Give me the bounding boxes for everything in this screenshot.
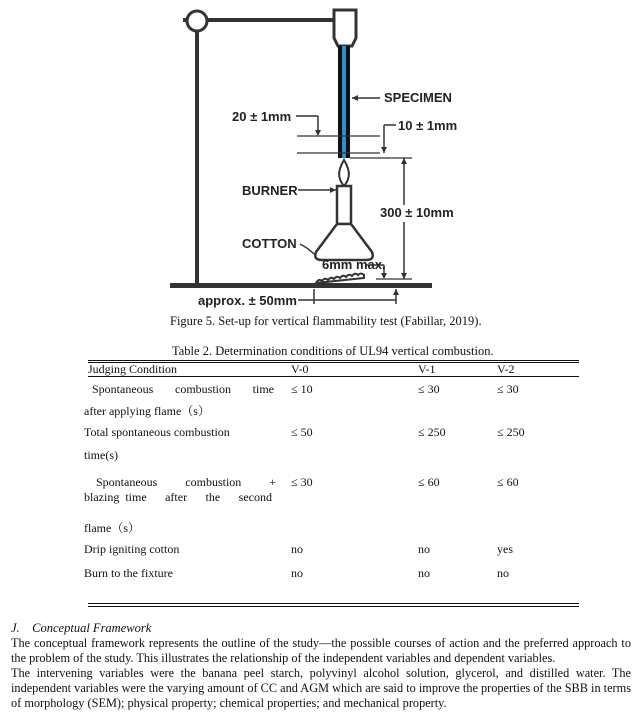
- label-cotton: COTTON: [242, 236, 297, 251]
- cell-v1: ≤ 250: [418, 425, 446, 439]
- row-label-line: Burn to the fixture: [84, 566, 173, 580]
- cell-v0: ≤ 30: [291, 475, 313, 489]
- row-label-line: Spontaneous combustion time: [92, 382, 274, 396]
- cell-v1: no: [418, 542, 430, 556]
- burner-tube: [337, 186, 351, 224]
- cell-v2: ≤ 60: [497, 475, 519, 489]
- flame: [339, 160, 349, 186]
- label-300mm: 300 ± 10mm: [380, 205, 454, 220]
- flammability-setup-diagram: [0, 0, 638, 312]
- label-specimen: SPECIMEN: [384, 90, 452, 105]
- header-v0: V-0: [291, 362, 309, 376]
- label-10mm: 10 ± 1mm: [398, 118, 458, 133]
- burner-flask: [315, 224, 373, 260]
- section-heading: J. Conceptual Framework: [11, 621, 152, 635]
- label-20mm: 20 ± 1mm: [232, 109, 292, 124]
- cell-v1: ≤ 30: [418, 382, 440, 396]
- cell-v1: ≤ 60: [418, 475, 440, 489]
- label-burner: BURNER: [242, 183, 298, 198]
- cell-v2: ≤ 250: [497, 425, 525, 439]
- row-label-line: after applying flame（s）: [84, 404, 210, 418]
- stand-base: [170, 283, 432, 288]
- table-bottom-rule: [88, 603, 579, 604]
- header-v1: V-1: [418, 362, 436, 376]
- stand-clamp-joint: [187, 11, 207, 31]
- cell-v1: no: [418, 566, 430, 580]
- table-top-rule: [88, 360, 579, 361]
- cell-v0: no: [291, 542, 303, 556]
- row-label-line: Spontaneous combustion +: [96, 475, 276, 489]
- cell-v0: ≤ 50: [291, 425, 313, 439]
- label-approx-50mm: approx. ± 50mm: [198, 293, 297, 308]
- label-6mm: 6mm max.: [322, 257, 386, 272]
- table-bottom-rule-2: [88, 606, 579, 607]
- table-caption: Table 2. Determination conditions of UL94 vertical combustion.: [172, 344, 494, 358]
- cell-v0: no: [291, 566, 303, 580]
- cell-v2: no: [497, 566, 509, 580]
- cell-v0: ≤ 10: [291, 382, 313, 396]
- cotton-pad: [316, 274, 364, 284]
- cell-v2: yes: [497, 542, 513, 556]
- paragraph-2: The intervening variables were the banana peel starch, polyvinyl alcohol solution, glycerol, and distilled water. The independent variables were the varying amount of CC and AGM which are said to improve the properties of the SBB in terms of morphology (SEM); physical property; chemical properties; and mechanical property.: [11, 666, 631, 710]
- row-label-line: blazing time after the second: [84, 490, 272, 504]
- row-label-line: Drip igniting cotton: [84, 542, 180, 556]
- table-header-rule: [88, 376, 579, 377]
- header-judging-condition: Judging Condition: [88, 362, 178, 376]
- figure-caption: Figure 5. Set-up for vertical flammability test (Fabillar, 2019).: [170, 314, 482, 328]
- paragraph-1: The conceptual framework represents the outline of the study—the possible courses of action and the preferred approach to the problem of the study. This illustrates the relationship of the independent variables and dependent variables.: [11, 636, 631, 665]
- row-label-line: Total spontaneous combustion: [84, 425, 230, 439]
- row-label-line: time(s): [84, 448, 118, 462]
- row-label-line: flame（s）: [84, 521, 140, 535]
- specimen-highlight: [342, 46, 346, 158]
- specimen-clamp: [334, 10, 356, 46]
- cell-v2: ≤ 30: [497, 382, 519, 396]
- header-v2: V-2: [497, 362, 515, 376]
